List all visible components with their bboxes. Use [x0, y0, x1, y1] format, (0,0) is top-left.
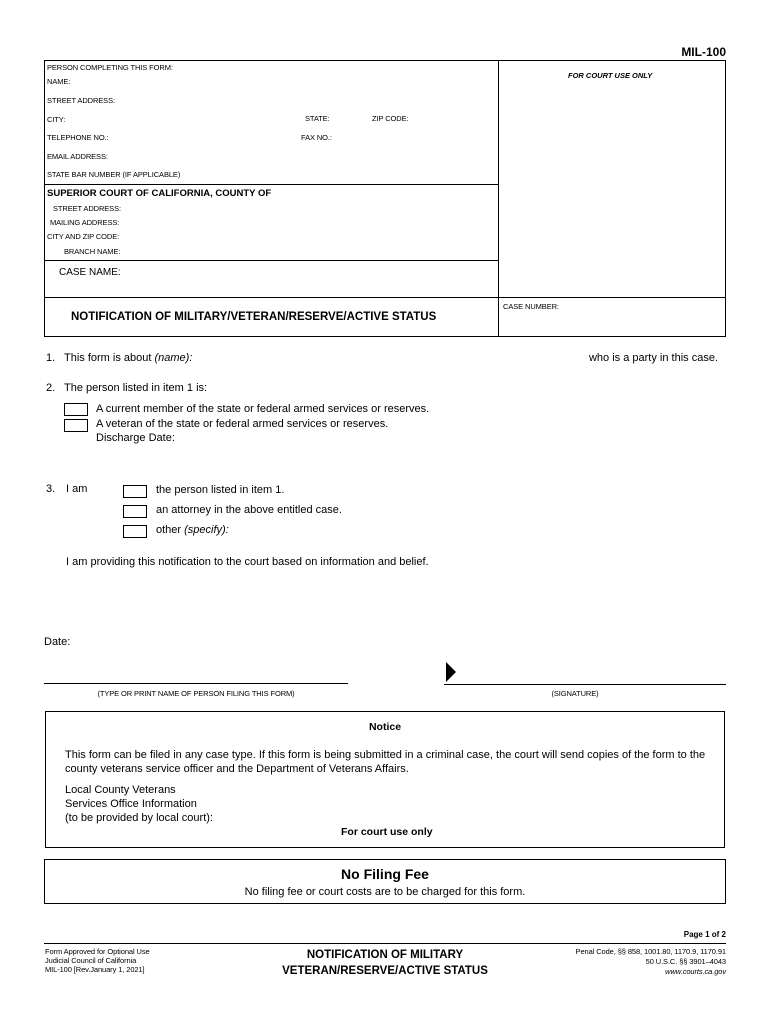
- footer-law: [576, 947, 726, 977]
- date-label: Date:: [44, 636, 71, 648]
- notice-text: This form can be filed in any case type. If this form is being submitted in a criminal case, the court will send copies of the form to the county veterans service officer and the Department of Veterans Affairs.: [65, 749, 706, 775]
- fax-label: FAX NO.:: [301, 133, 332, 142]
- other-label: other: [156, 524, 182, 536]
- other-hint: (specify):: [184, 524, 229, 536]
- footer-url[interactable]: www.courts.ca.gov: [665, 967, 726, 976]
- footer-title-1: NOTIFICATION OF MILITARY: [306, 949, 464, 961]
- form-id: MIL-100: [681, 45, 726, 59]
- court-city-zip-label: CITY AND ZIP CODE:: [47, 232, 120, 241]
- item1-hint: (name):: [154, 352, 193, 364]
- signature-line[interactable]: [444, 684, 726, 685]
- local-info: [65, 783, 213, 825]
- local-info-line1: Local County Veterans: [65, 784, 176, 796]
- footer-law-1: Penal Code, §§ 858, 1001.80, 1170.9, 1170.91: [575, 947, 726, 956]
- print-name-line[interactable]: [44, 683, 348, 684]
- city-label: CITY:: [47, 115, 66, 124]
- print-name-caption: (TYPE OR PRINT NAME OF PERSON FILING THIS FORM): [97, 689, 295, 698]
- notice-title: Notice: [368, 721, 402, 733]
- local-info-line2: Services Office Information: [65, 798, 197, 810]
- signature-arrow-icon: [446, 662, 456, 682]
- email-label: EMAIL ADDRESS:: [47, 152, 108, 161]
- attorney-label: an attorney in the above entitled case.: [156, 504, 342, 516]
- footer-approval-1: Form Approved for Optional Use: [45, 947, 150, 956]
- state-label: STATE:: [305, 114, 330, 123]
- court-mailing-label: MAILING ADDRESS:: [50, 218, 120, 227]
- state-bar-label: STATE BAR NUMBER (IF APPLICABLE): [47, 170, 181, 179]
- fee-title: No Filing Fee: [341, 866, 429, 882]
- court-use-label: FOR COURT USE ONLY: [568, 71, 653, 80]
- other-option: [156, 524, 229, 536]
- court-street-label: STREET ADDRESS:: [53, 204, 121, 213]
- page-number: Page 1 of 2: [683, 930, 726, 939]
- item2-number: 2.: [46, 382, 56, 394]
- veteran-checkbox[interactable]: [64, 419, 88, 432]
- street-address-label: STREET ADDRESS:: [47, 96, 115, 105]
- fee-text: No filing fee or court costs are to be charged for this form.: [244, 886, 526, 898]
- person-checkbox[interactable]: [123, 485, 147, 498]
- case-number-label: CASE NUMBER:: [503, 302, 559, 311]
- attorney-checkbox[interactable]: [123, 505, 147, 518]
- court-branch-label: BRANCH NAME:: [64, 247, 121, 256]
- item3-text: I am: [66, 483, 88, 495]
- court-title: SUPERIOR COURT OF CALIFORNIA, COUNTY OF: [47, 188, 272, 199]
- footer-law-2: 50 U.S.C. §§ 3901–4043: [645, 957, 726, 966]
- footer-approval-2: Judicial Council of California: [45, 956, 137, 965]
- signature-caption: (SIGNATURE): [551, 689, 599, 698]
- person-label: the person listed in item 1.: [156, 484, 285, 496]
- telephone-label: TELEPHONE NO.:: [47, 133, 109, 142]
- person-completing-label: PERSON COMPLETING THIS FORM:: [47, 63, 173, 72]
- member-checkbox[interactable]: [64, 403, 88, 416]
- footer-title: [230, 947, 540, 979]
- item1: [64, 352, 192, 364]
- zip-label: ZIP CODE:: [372, 114, 409, 123]
- name-label: NAME:: [47, 77, 71, 86]
- footer-approval-3: MIL-100 [Rev.January 1, 2021]: [45, 965, 145, 974]
- item1-text: This form is about: [64, 352, 152, 364]
- belief-statement: I am providing this notification to the court based on information and belief.: [66, 556, 429, 568]
- item1-suffix: who is a party in this case.: [588, 352, 718, 364]
- case-name-label: CASE NAME:: [59, 267, 121, 278]
- item2-text: The person listed in item 1 is:: [64, 382, 208, 394]
- other-checkbox[interactable]: [123, 525, 147, 538]
- item3-number: 3.: [46, 483, 56, 495]
- local-info-line3: (to be provided by local court):: [65, 812, 213, 824]
- member-label: A current member of the state or federal armed services or reserves.: [96, 403, 430, 415]
- discharge-date-label: Discharge Date:: [96, 432, 175, 444]
- form-title: NOTIFICATION OF MILITARY/VETERAN/RESERVE/ACTIVE STATUS: [71, 311, 437, 323]
- veteran-label: A veteran of the state or federal armed services or reserves.: [96, 418, 389, 430]
- footer-title-2: VETERAN/RESERVE/ACTIVE STATUS: [282, 965, 488, 977]
- footer-approval: [45, 947, 150, 974]
- item1-number: 1.: [46, 352, 56, 364]
- court-use-only: For court use only: [341, 826, 433, 838]
